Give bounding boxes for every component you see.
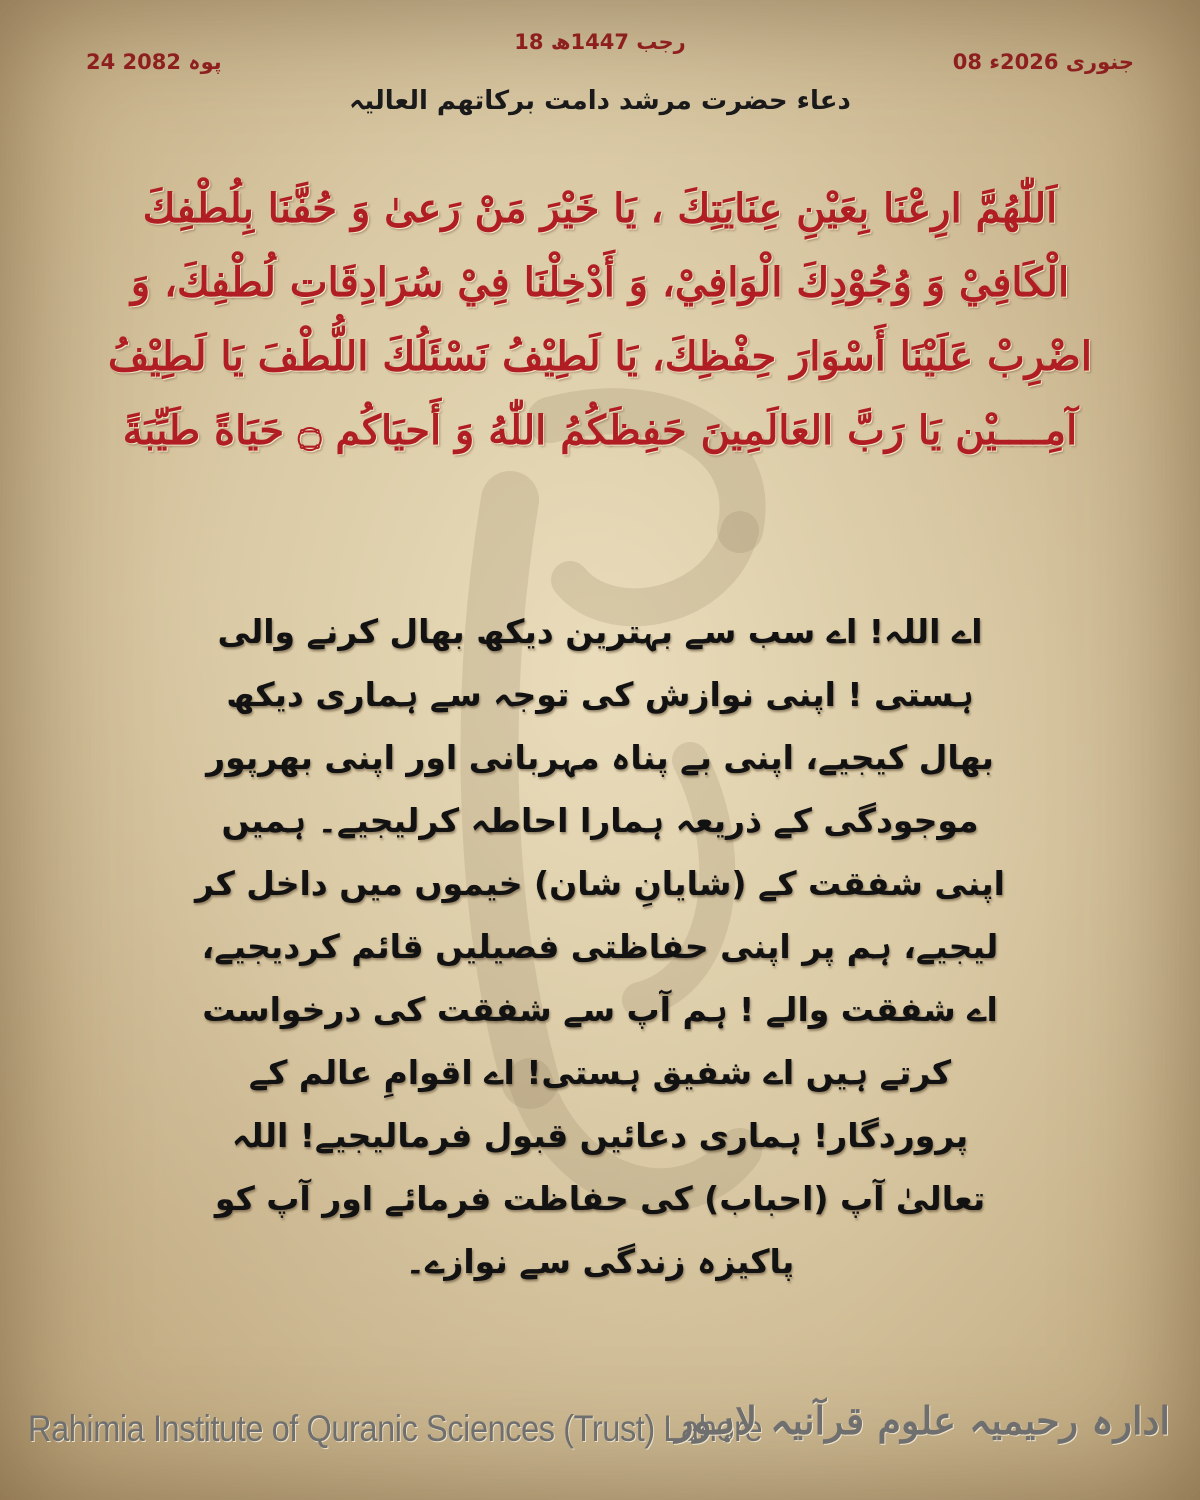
gregorian-date: 08 جنوری 2026ء [952,50,1134,74]
page-title: دعاء حضرت مرشد دامت برکاتھم العالیہ [349,86,851,116]
institute-name-urdu-logo: ادارہ رحیمیہ علوم قرآنیہ لاہور [675,1398,1170,1443]
hijri-date: 18 رجب 1447ھ [514,30,686,54]
urdu-translation-text: اے اللہ! اے سب سے بہترین دیکھ بھال کرنے والی ہستی ! اپنی نوازش کی توجہ سے ہماری دیکھ بھال کیجیے، اپنی بے پناہ مہربانی اور اپنی بھرپور موجودگی کے ذریعہ ہمارا احاطہ کرلیجیے۔ ہمیں اپنی شفقت کے (شایانِ شان) خیموں میں داخل کر لیجیے، ہم پر اپنی حفاظتی فصیلیں قائم کردیجیے، اے شفقت والے ! ہم آپ سے شفقت کی درخواست کرتے ہیں اے شفیق ہستی! اے اقوامِ عالم کے پروردگار! ہماری دعائیں قبول فرمالیجیے! اللہ تعالیٰ آپ (احباب) کی حفاظت فرمائے اور آپ کو پاکیزہ زندگی سے نوازے۔ [195,612,1005,1281]
arabic-dua-text: اَللّٰهُمَّ ارِعْنَا بِعَيْنِ عِنَايَتِكَ ، يَا خَيْرَ مَنْ رَعىٰ وَ حُفَّنَا بِلُطْفِكَ الْكَافِيْ وَ وُجُوْدِكَ الْوَافِيْ، وَ أَدْخِلْنَا فِيْ سُرَادِقَاتِ لُطْفِكَ، وَ اضْرِبْ عَلَيْنَا أَسْوَارَ حِفْظِكَ، يَا لَطِيْفُ نَسْئَلُكَ اللُّطْفَ يَا لَطِيْفُ آمِــــيْن يَا رَبَّ العَالَمِينَ حَفِظَكُمُ اللّٰهُ وَ أَحيَاكُم ۝ حَيَاةً طَيِّبَةً [108,185,1092,454]
bikrami-date: 24 پوہ 2082 [86,50,222,74]
institute-name-english: Rahimia Institute of Quranic Sciences (Trust) Lahore [28,1408,763,1449]
